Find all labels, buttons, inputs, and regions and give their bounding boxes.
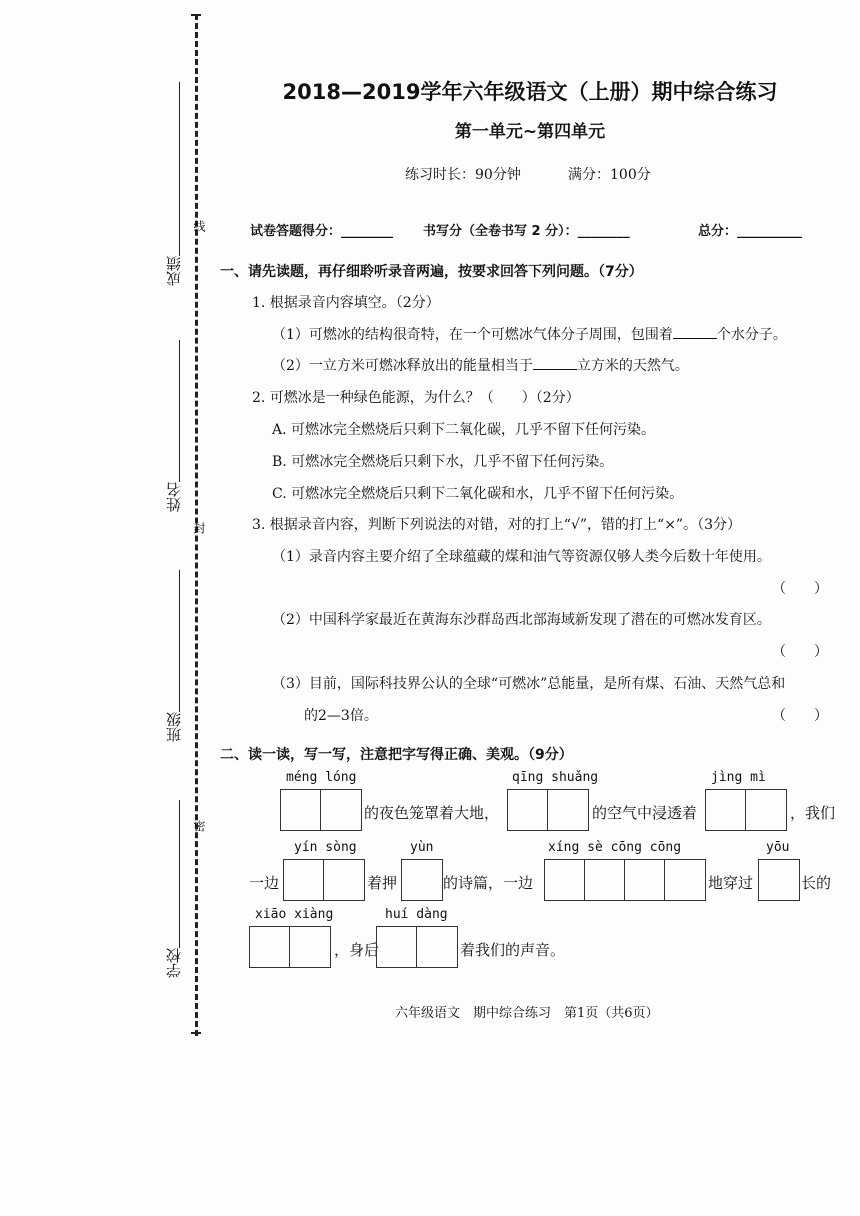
sentence-text: 着押 bbox=[367, 874, 398, 892]
sentence-text: ，我们 bbox=[790, 804, 836, 822]
writing-box-group[interactable] bbox=[507, 789, 589, 831]
option-a: A. 可燃冰完全燃烧后只剩下二氧化碳，几乎不留下任何污染。 bbox=[272, 422, 656, 438]
section1-heading: 一、请先读题，再仔细聆听录音两遍，按要求回答下列问题。（7分） bbox=[220, 264, 643, 280]
pinyin-yin-song: yín sòng bbox=[294, 840, 357, 855]
sentence-text: 地穿过 bbox=[708, 874, 754, 892]
writing-box-group[interactable] bbox=[280, 789, 362, 831]
sentence-text: ，身后 bbox=[334, 941, 380, 959]
question-3: 3. 根据录音内容，判断下列说法的对错，对的打上“√”，错的打上“×”。（3分） bbox=[252, 517, 741, 533]
writing-box[interactable] bbox=[401, 859, 443, 901]
exam-title: 2018—2019学年六年级语文（上册）期中综合练习 bbox=[282, 80, 778, 104]
school-field-line bbox=[179, 800, 180, 948]
question-1-1-text-end: 个水分子。 bbox=[716, 327, 787, 343]
binding-line-top-tick bbox=[191, 14, 201, 16]
answer-blank[interactable] bbox=[533, 355, 577, 370]
question-3-1: （1）录音内容主要介绍了全球蕴藏的煤和油气等资源仅够人类今后数十年使用。 bbox=[272, 549, 771, 565]
pinyin-you: yōu bbox=[766, 840, 790, 855]
name-field-line bbox=[179, 340, 180, 482]
sentence-text: 长的 bbox=[801, 874, 832, 892]
pinyin-jing-mi: jìng mì bbox=[711, 770, 766, 785]
writing-score-field: 书写分（全卷书写 2 分）：________ bbox=[423, 224, 630, 239]
score-label: 成绩 bbox=[165, 256, 183, 286]
option-c: C. 可燃冰完全燃烧后只剩下二氧化碳和水，几乎不留下任何污染。 bbox=[272, 486, 684, 502]
seal-text-feng: 封 bbox=[192, 522, 206, 534]
writing-box-group[interactable] bbox=[544, 859, 706, 901]
school-label: 学校 bbox=[165, 948, 183, 978]
question-2: 2. 可燃冰是一种绿色能源，为什么？（ ）（2分） bbox=[252, 390, 580, 406]
duration-label: 练习时长：90分钟 bbox=[405, 167, 521, 183]
class-field-line bbox=[179, 570, 180, 712]
seal-text-mi: 密 bbox=[192, 820, 206, 832]
answer-score-field: 试卷答题得分：________ bbox=[250, 224, 394, 239]
writing-box[interactable] bbox=[758, 859, 800, 901]
answer-parentheses[interactable]: （ ） bbox=[772, 644, 828, 660]
question-1: 1. 根据录音内容填空。（2分） bbox=[252, 295, 440, 311]
question-1-1 bbox=[272, 324, 787, 344]
writing-box-group[interactable] bbox=[376, 926, 458, 968]
question-1-2-text: （2）一立方米可燃冰释放出的能量相当于 bbox=[272, 358, 533, 374]
pinyin-hui-dang: huí dàng bbox=[385, 907, 448, 922]
question-1-2 bbox=[272, 355, 689, 375]
answer-parentheses[interactable]: （ ） bbox=[772, 581, 828, 597]
sentence-text: 的夜色笼罩着大地， bbox=[364, 804, 500, 822]
writing-box-group[interactable] bbox=[249, 926, 331, 968]
question-3-2: （2）中国科学家最近在黄海东沙群岛西北部海域新发现了潜在的可燃冰发育区。 bbox=[272, 612, 771, 628]
writing-box-group[interactable] bbox=[705, 789, 787, 831]
question-3-3-cont: 的2—3倍。 bbox=[304, 708, 378, 724]
pinyin-qing-shuang: qīng shuǎng bbox=[512, 770, 599, 785]
full-score-label: 满分：100分 bbox=[568, 167, 651, 183]
exam-subtitle: 第一单元~第四单元 bbox=[454, 122, 606, 142]
total-score-field: 总分：__________ bbox=[698, 224, 803, 239]
pinyin-xiao-xiang: xiāo xiàng bbox=[255, 907, 334, 922]
binding-line-bottom-tick bbox=[191, 1032, 201, 1034]
pinyin-yun: yùn bbox=[410, 840, 434, 855]
pinyin-xing-se-cong-cong: xíng sè cōng cōng bbox=[548, 840, 682, 855]
page-footer: 六年级语文 期中综合练习 第1页（共6页） bbox=[395, 1006, 659, 1021]
sentence-text: 一边 bbox=[249, 874, 280, 892]
class-label: 班级 bbox=[165, 712, 183, 742]
section2-heading: 二、读一读，写一写，注意把字写得正确、美观。（9分） bbox=[220, 747, 573, 763]
score-field-line bbox=[179, 82, 180, 256]
sentence-text: 着我们的声音。 bbox=[460, 941, 566, 959]
sentence-text: 的空气中浸透着 bbox=[592, 804, 698, 822]
answer-parentheses[interactable]: （ ） bbox=[772, 708, 828, 724]
sentence-text: 的诗篇，一边 bbox=[443, 874, 534, 892]
seal-text-xian: 线 bbox=[192, 220, 206, 232]
option-b: B. 可燃冰完全燃烧后只剩下水，几乎不留下任何污染。 bbox=[272, 454, 614, 470]
answer-blank[interactable] bbox=[673, 324, 717, 339]
question-1-2-text-end: 立方米的天然气。 bbox=[576, 358, 689, 374]
writing-box-group[interactable] bbox=[283, 859, 365, 901]
name-label: 姓名 bbox=[165, 482, 183, 512]
question-3-3: （3）目前，国际科技界公认的全球“可燃冰”总能量，是所有煤、石油、天然气总和 bbox=[272, 676, 786, 692]
pinyin-meng-long: méng lóng bbox=[286, 770, 357, 785]
question-1-1-text: （1）可燃冰的结构很奇特，在一个可燃冰气体分子周围，包围着 bbox=[272, 327, 673, 343]
